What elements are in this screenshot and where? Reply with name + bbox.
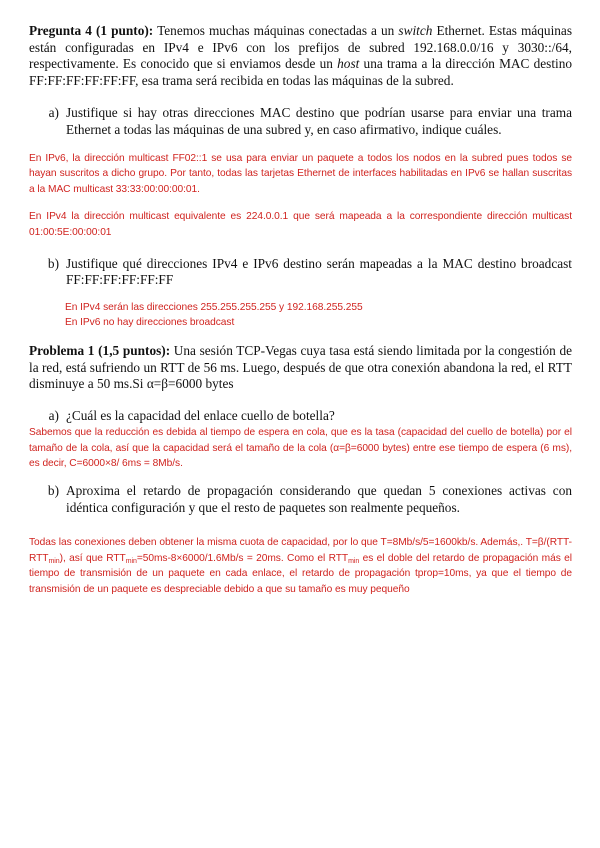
p1-intro: Una sesión TCP-Vegas cuya tasa está siendo limitada por la congestión de la red, está sufriendo un RTT de 56 ms. Luego, después de que otra conexión abandona la red, el RTT disminuye a 50 ms.Si α=β=6000 bytes (29, 342, 572, 392)
p1-b-answer-part1: Todas las conexiones deben obtener la misma cuota de capacidad, por lo que T=8Mb/s/5=1600kb/s. Además,. T=β/(RTT-RTT (29, 537, 572, 564)
q4-item-b (29, 256, 572, 289)
p1-item-b (29, 483, 572, 516)
p1-a-label: a) (48, 407, 59, 423)
q4-b-answer-ipv4: En IPv4 serán las direcciones 255.255.255.255 y 192.168.255.255 (65, 301, 363, 313)
q4-text-3: una trama a la dirección MAC destino FF:FF:FF:FF:FF:FF, esa trama será recibida en todas las máquinas de la subred. (29, 56, 573, 88)
q4-a-answer-ipv6: En IPv6, la dirección multicast FF02::1 se usa para enviar un paquete a todos los nodos en la subred pues todos se hayan suscritos a dicho grupo. Por tanto, todas las tarjetas Ethernet de interfaces habilitadas en IPv6 se hallan suscritas a la MAC multicast 33:33:00:00:00:01. (29, 152, 572, 195)
q4-item-a (29, 105, 572, 138)
exam-page (29, 23, 572, 598)
q4-text-1: Tenemos muchas máquinas conectadas a un (157, 23, 395, 38)
rtt-min-sub-1: min (48, 557, 60, 565)
p1-b-answer-part2: ), así que RTT (59, 552, 126, 564)
p1-statement (29, 343, 572, 393)
p1-a-answer: Sabemos que la reducción es debida al tiempo de espera en cola, que es la tasa (capacidad del cuello de botella) por el tamaño de la cola, así que la capacidad será el tamaño de la cola (α=β=6000 bytes) entre ese tiempo de espera (6 ms), es decir, C=6000×8/ 6ms = 8Mb/s. (29, 427, 572, 470)
p1-b-answer (29, 535, 572, 597)
q4-heading: Pregunta 4 (1 punto): (29, 23, 154, 38)
q4-a-answer-ipv4: En IPv4 la dirección multicast equivalente es 224.0.0.1 que será mapeada a la correspondiente dirección multicast 01:00:5E:00:00:01 (29, 211, 572, 238)
rtt-min-sub-2: min (125, 557, 137, 565)
p1-a-text: ¿Cuál es la capacidad del enlace cuello de botella? (66, 407, 335, 423)
q4-text-switch: switch (398, 23, 433, 38)
q4-b-label: b) (47, 255, 59, 271)
q4-text-host: host (337, 56, 360, 72)
p1-b-text: Aproxima el retardo de propagación considerando que quedan 5 conexiones activas con idéntica configuración y que el resto de paquetes son realmente pequeños. (66, 483, 572, 515)
p1-heading: Problema 1 (1,5 puntos): (29, 342, 171, 358)
q4-b-text: Justifique qué direcciones IPv4 e IPv6 destino serán mapeadas a la MAC destino broadcast FF:FF:FF:FF:FF:FF (66, 255, 572, 288)
p1-b-answer-part3: =50ms-8×6000/1.6Mb/s = 20ms. Como el RTT (136, 552, 349, 564)
rtt-min-sub-3: min (348, 557, 360, 565)
q4-b-answer-ipv6: En IPv6 no hay direcciones broadcast (65, 317, 235, 329)
q4-text-2: Ethernet. Estas máquinas están configuradas en IPv4 e IPv6 con los prefijos de subred 192.168.0.0/16 y 3030::/64, respectivamente. Es conocido que si enviamos desde un (29, 23, 572, 72)
q4-statement (29, 23, 572, 89)
p1-item-a (29, 408, 572, 425)
p1-b-label: b) (47, 483, 59, 499)
p1-b-answer-part4: es el doble del retardo de propagación más el tiempo de transmisión de un paquete en cada enlace, el retardo de propagación tprop=10ms, ya que el tiempo de transmisión de un paquete es despreciable debido a que su tamaño es muy pequeño (29, 552, 572, 596)
q4-a-text: Justifique si hay otras direcciones MAC destino que podrían usarse para enviar una trama Ethernet a todas las máquinas de una subred y, en caso afirmativo, indique cuáles. (66, 105, 572, 137)
q4-a-label: a) (48, 105, 59, 121)
